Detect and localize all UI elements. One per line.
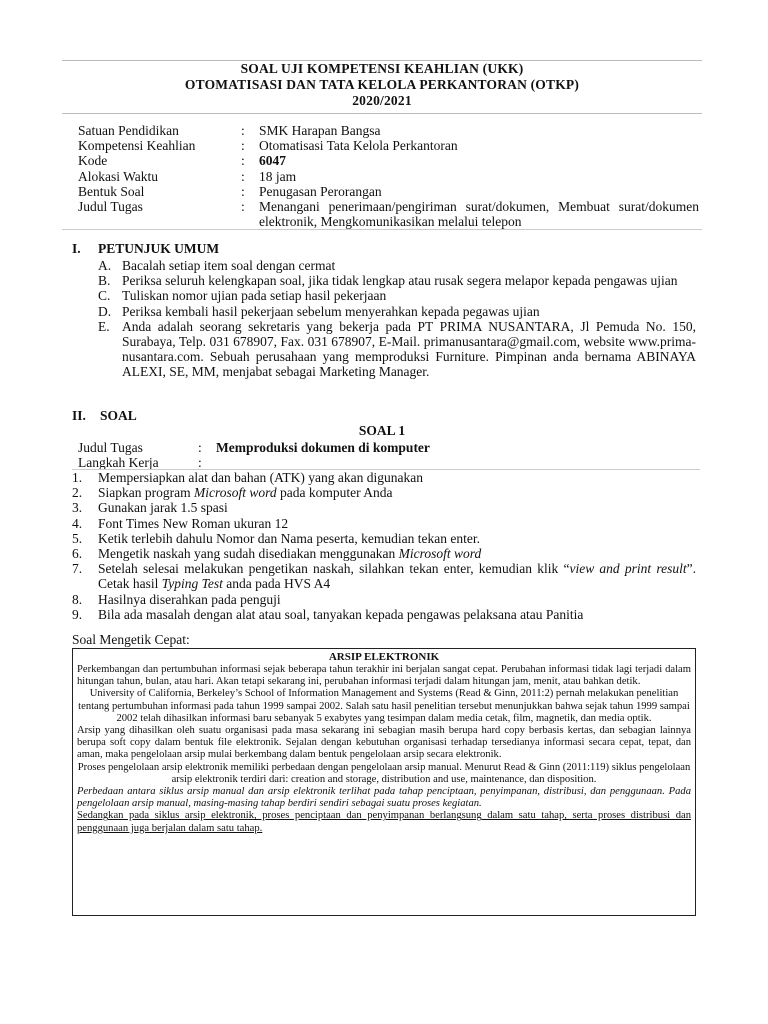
list-text: Periksa seluruh kelengkapan soal, jika tidak lengkap atau rusak segera melapor kepada pengawas ujian	[122, 273, 678, 289]
info-row-judul	[78, 199, 698, 229]
step-number: 6.	[72, 546, 83, 562]
step-text: ”. Cetak hasil	[98, 561, 696, 592]
step-item	[72, 607, 696, 622]
info-label: Kompetensi Keahlian	[78, 138, 196, 154]
info-value: Otomatisasi Tata Kelola Perkantoran	[259, 138, 458, 154]
steps-list	[72, 470, 696, 622]
task-info	[78, 440, 698, 470]
box-paragraph: Proses pengelolaan arsip elektronik memiliki perbedaan dengan pengelolaan arsip manual. Menurut Read & Ginn (2011:119) siklus pengelolaan arsip elektronik terdiri dari: creation and storage, distribution and use, maintenance, dan disposition.	[77, 761, 691, 785]
step-text-italic: Typing Test	[161, 576, 223, 592]
info-colon: :	[241, 183, 245, 199]
info-row-kompetensi	[78, 138, 698, 153]
box-paragraph: Arsip yang dihasilkan oleh suatu organisasi pada masa sekarang ini sebagian masih berupa hard copy berbasis kertas, dan sebagian lainnya berupa soft copy dalam bentuk file elektronik. Sejalan dengan kebutuhan organisasi terhadap tersedianya informasi secara cepat, tepat, dan aman, maka pengelolaan arsip mulai berkembang dalam bentuk pengelolaan arsip secara elektronik.	[77, 725, 691, 761]
step-text: Mempersiapkan alat dan bahan (ATK) yang akan digunakan	[98, 470, 424, 485]
step-item	[72, 470, 696, 485]
step-text: Ketik terlebih dahulu Nomor dan Nama peserta, kemudian tekan enter.	[98, 530, 480, 546]
box-title: ARSIP ELEKTRONIK	[328, 651, 440, 663]
step-item	[72, 531, 696, 546]
step-item	[72, 546, 696, 561]
academic-year: 2020/2021	[352, 93, 412, 108]
step-item	[72, 516, 696, 531]
info-label: Alokasi Waktu	[78, 168, 159, 184]
step-item	[72, 592, 696, 607]
section-number-i: I.	[72, 241, 81, 256]
step-number: 3.	[72, 500, 83, 516]
step-text: pada komputer Anda	[276, 485, 393, 501]
step-text: anda pada HVS A4	[222, 576, 331, 592]
task-colon: :	[198, 455, 202, 471]
step-item	[72, 485, 696, 500]
info-colon: :	[241, 168, 245, 184]
step-number: 4.	[72, 515, 83, 531]
list-text: Tuliskan nomor ujian pada setiap hasil pekerjaan	[122, 288, 387, 304]
info-row-alokasi	[78, 169, 698, 184]
list-marker: B.	[98, 273, 111, 289]
step-text: Setelah selesai melakukan pengetikan naskah, silahkan tekan enter, kemudian klik “	[98, 561, 570, 577]
info-value: SMK Harapan Bangsa	[259, 123, 381, 138]
step-text: Mengetik naskah yang sudah disediakan menggunakan	[98, 546, 399, 562]
header-bottom-rule	[62, 113, 702, 114]
section-number-ii: II.	[72, 408, 86, 423]
section-title-petunjuk: PETUNJUK UMUM	[98, 241, 220, 256]
step-text: Bila ada masalah dengan alat atau soal, tanyakan kepada pengawas pelaksana atau Panitia	[98, 606, 584, 622]
list-item	[98, 319, 696, 380]
list-marker: E.	[98, 318, 110, 334]
info-row-kode	[78, 153, 698, 168]
step-text: Siapkan program	[98, 485, 194, 501]
info-label: Judul Tugas	[78, 198, 143, 214]
typing-label: Soal Mengetik Cepat:	[72, 632, 190, 647]
step-text-italic: view and print result	[569, 561, 687, 577]
step-number: 9.	[72, 606, 83, 622]
info-value: 18 jam	[259, 168, 297, 184]
list-item	[98, 304, 696, 319]
list-marker: C.	[98, 288, 111, 304]
step-text-italic: Microsoft word	[398, 546, 482, 562]
info-colon: :	[241, 153, 245, 169]
list-item	[98, 273, 696, 288]
task-label: Judul Tugas	[78, 440, 143, 455]
exam-title: SOAL UJI KOMPETENSI KEAHLIAN (UKK)	[240, 61, 524, 76]
list-text: Periksa kembali hasil pekerjaan sebelum menyerahkan kepada pegawas ujian	[122, 303, 540, 319]
step-item	[72, 561, 696, 591]
step-number: 7.	[72, 561, 83, 577]
info-value: 6047	[259, 153, 286, 169]
box-paragraph: Perkembangan dan pertumbuhan informasi sejak beberapa tahun terakhir ini berjalan sangat cepat. Perubahan informasi tidak lagi terjadi dalam hitungan tahun, bulan, atau hari. Akan tetapi sekarang ini, perubahan informasi terjadi dalam hitungan jam, menit, atau bahkan detik.	[77, 664, 691, 688]
list-item	[98, 258, 696, 273]
program-title: OTOMATISASI DAN TATA KELOLA PERKANTORAN (OTKP)	[184, 77, 580, 92]
step-text: Font Times New Roman ukuran 12	[98, 515, 289, 531]
list-text: Bacalah setiap item soal dengan cermat	[122, 258, 336, 273]
soal-number-title: SOAL 1	[358, 423, 406, 438]
task-row-judul	[78, 440, 698, 455]
exam-info-table	[78, 123, 698, 229]
info-row-bentuk	[78, 184, 698, 199]
petunjuk-list	[98, 258, 696, 380]
info-label: Satuan Pendidikan	[78, 123, 179, 138]
box-paragraph: University of California, Berkeley’s School of Information Management and Systems (Read & Ginn, 2011:2) pernah melakukan penelitian tentang pertumbuhan informasi pada tahun 1999 sampai 2002. Salah satu hasil penelitian tersebut menunjukkan bahwa sejak tahun 1999 sampai 2002 telah dihasilkan informasi baru sebanyak 5 exabytes yang tesimpan dalam media cetak, film, magnetik, dan media optik.	[78, 688, 690, 724]
step-number: 2.	[72, 485, 83, 501]
info-colon: :	[241, 138, 245, 154]
section-title-soal: SOAL	[100, 408, 137, 423]
step-text: Hasilnya diserahkan pada penguji	[98, 591, 281, 607]
typing-text-box	[72, 648, 696, 916]
info-label: Kode	[78, 153, 108, 169]
list-item	[98, 288, 696, 303]
list-text: Anda adalah seorang sekretaris yang bekerja pada PT PRIMA NUSANTARA, Jl Pemuda No. 150, Surabaya, Telp. 031 678907, Fax. 031 678907, E-Mail. primanusantara@gmail.com, website www.prima-nusantara.com. Sebuah perusahaan yang memproduksi Furniture. Pimpinan anda bernama ABINAYA ALEXI, SE, MM, menjabat sebagai Marketing Manager.	[122, 318, 696, 380]
step-text-italic: Microsoft word	[193, 485, 277, 501]
list-marker: A.	[98, 258, 112, 273]
step-number: 5.	[72, 530, 83, 546]
box-paragraph-italic: Perbedaan antara siklus arsip manual dan arsip elektronik terlihat pada tahap penciptaan, penyimpanan, distribusi, dan penggunaan. Pada pengelolaan arsip manual, masing-masing tahap berdiri sendiri sebagai suatu proses kegiatan.	[77, 786, 691, 810]
step-text: Gunakan jarak 1.5 spasi	[98, 500, 228, 516]
step-item	[72, 500, 696, 515]
task-value: Memproduksi dokumen di komputer	[216, 440, 430, 455]
info-row-satuan	[78, 123, 698, 138]
section-rule	[62, 229, 702, 230]
info-value: Penugasan Perorangan	[259, 183, 382, 199]
step-number: 8.	[72, 591, 83, 607]
info-colon: :	[241, 123, 245, 138]
info-colon: :	[241, 198, 245, 214]
info-label: Bentuk Soal	[78, 183, 145, 199]
task-colon: :	[198, 440, 202, 455]
task-label: Langkah Kerja	[78, 455, 159, 471]
info-value: Menangani penerimaan/pengiriman surat/dokumen, Membuat surat/dokumen elektronik, Mengkomunikasikan melalui telepon	[259, 198, 699, 230]
step-number: 1.	[72, 470, 83, 485]
box-paragraph-underlined: Sedangkan pada siklus arsip elektronik, proses penciptaan dan penyimpanan berlangsung dalam satu tahap, serta proses distribusi dan penggunaan juga berjalan dalam satu tahap.	[77, 810, 691, 834]
list-marker: D.	[98, 303, 112, 319]
